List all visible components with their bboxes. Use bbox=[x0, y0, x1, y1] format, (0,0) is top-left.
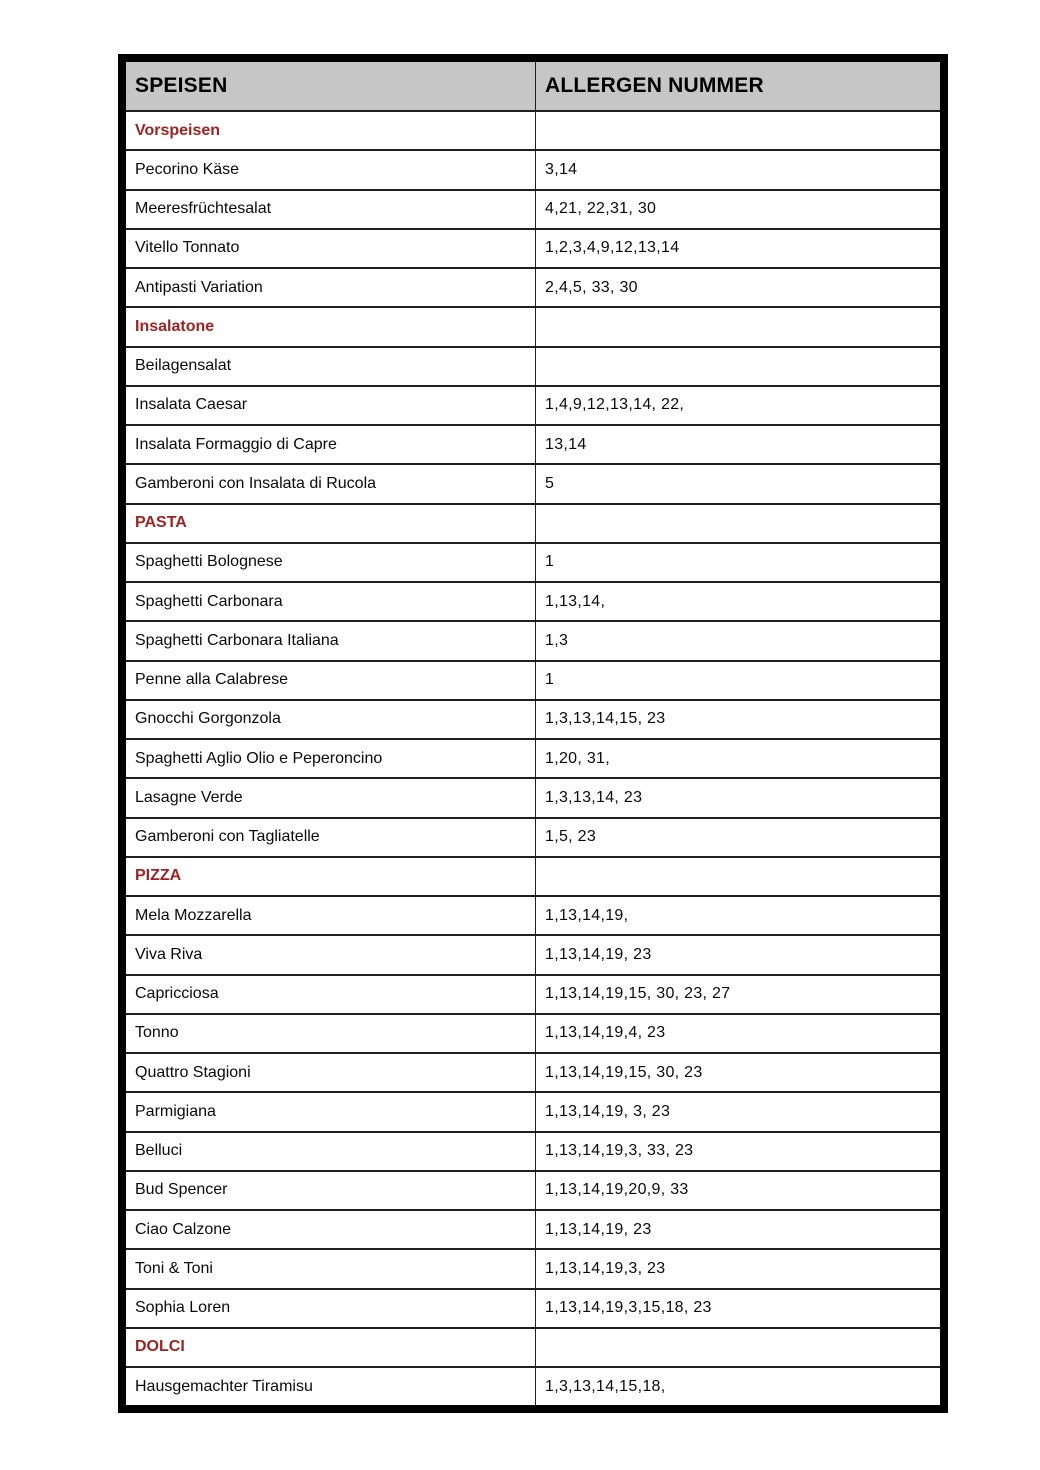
allergen-numbers-cell: 1,13,14,19,4, 23 bbox=[545, 1024, 666, 1042]
table-row bbox=[126, 230, 940, 269]
allergen-numbers-cell bbox=[536, 112, 940, 149]
dish-name-cell: Spaghetti Carbonara Italiana bbox=[126, 622, 536, 659]
allergen-numbers-cell: 1,13,14,19,3,15,18, 23 bbox=[545, 1299, 712, 1317]
dish-name-cell: Belluci bbox=[126, 1133, 536, 1170]
dish-name-cell: Gnocchi Gorgonzola bbox=[126, 701, 536, 738]
allergen-numbers-cell: 1,3,13,14, 23 bbox=[545, 788, 643, 806]
allergen-numbers-cell bbox=[536, 858, 940, 895]
allergen-numbers-cell: 1,13,14,19, 3, 23 bbox=[545, 1102, 671, 1120]
header-allergen-nummer: ALLERGEN NUMMER bbox=[545, 74, 764, 97]
allergen-numbers-cell: 5 bbox=[545, 474, 555, 492]
table-row bbox=[126, 387, 940, 426]
dish-name-cell: Spaghetti Aglio Olio e Peperoncino bbox=[126, 740, 536, 777]
allergen-numbers-cell bbox=[536, 505, 940, 542]
table-row bbox=[126, 426, 940, 465]
table-body bbox=[126, 112, 940, 1405]
table-row bbox=[126, 1290, 940, 1329]
allergen-numbers-cell bbox=[536, 308, 940, 345]
allergen-numbers-cell: 1,13,14,19, bbox=[545, 906, 629, 924]
table-row bbox=[126, 1329, 940, 1368]
table-row bbox=[126, 897, 940, 936]
table-row bbox=[126, 936, 940, 975]
dish-name-cell: PIZZA bbox=[126, 858, 536, 895]
table-row bbox=[126, 976, 940, 1015]
dish-name-cell: Insalata Formaggio di Capre bbox=[126, 426, 536, 463]
dish-name-cell: DOLCI bbox=[126, 1329, 536, 1366]
table-row bbox=[126, 1250, 940, 1289]
allergen-numbers-cell: 1,20, 31, bbox=[545, 749, 610, 767]
dish-name-cell: Bud Spencer bbox=[126, 1172, 536, 1209]
dish-name-cell: Insalata Caesar bbox=[126, 387, 536, 424]
allergen-numbers-cell: 4,21, 22,31, 30 bbox=[545, 200, 657, 218]
dish-name-cell: Mela Mozzarella bbox=[126, 897, 536, 934]
allergen-numbers-cell: 13,14 bbox=[545, 435, 587, 453]
dish-name-cell: Parmigiana bbox=[126, 1093, 536, 1130]
table-row bbox=[126, 1015, 940, 1054]
allergen-numbers-cell: 1,13,14,19,15, 30, 23, 27 bbox=[545, 985, 731, 1003]
table-row bbox=[126, 505, 940, 544]
allergen-numbers-cell: 1,13,14,19, 23 bbox=[545, 945, 652, 963]
dish-name-cell: Vitello Tonnato bbox=[126, 230, 536, 267]
dish-name-cell: Beilagensalat bbox=[126, 348, 536, 385]
table-row bbox=[126, 191, 940, 230]
allergen-numbers-cell: 2,4,5, 33, 30 bbox=[545, 278, 638, 296]
table-row bbox=[126, 701, 940, 740]
dish-name-cell: Spaghetti Bolognese bbox=[126, 544, 536, 581]
dish-name-cell: Gamberoni con Insalata di Rucola bbox=[126, 465, 536, 502]
table-row bbox=[126, 112, 940, 151]
dish-name-cell: Tonno bbox=[126, 1015, 536, 1052]
allergen-numbers-cell: 1,3,13,14,15,18, bbox=[545, 1377, 666, 1395]
allergen-numbers-cell: 1,13,14,19,3, 33, 23 bbox=[545, 1142, 694, 1160]
dish-name-cell: Spaghetti Carbonara bbox=[126, 583, 536, 620]
table-row bbox=[126, 348, 940, 387]
dish-name-cell: Gamberoni con Tagliatelle bbox=[126, 819, 536, 856]
table-header bbox=[126, 62, 940, 112]
table-row bbox=[126, 819, 940, 858]
table-row bbox=[126, 740, 940, 779]
table-row bbox=[126, 1054, 940, 1093]
table-row bbox=[126, 779, 940, 818]
table-row bbox=[126, 151, 940, 190]
dish-name-cell: Quattro Stagioni bbox=[126, 1054, 536, 1091]
dish-name-cell: Vorspeisen bbox=[126, 112, 536, 149]
dish-name-cell: Viva Riva bbox=[126, 936, 536, 973]
allergen-numbers-cell: 1,4,9,12,13,14, 22, bbox=[545, 396, 685, 414]
table-row bbox=[126, 465, 940, 504]
table-row bbox=[126, 1133, 940, 1172]
table-row bbox=[126, 583, 940, 622]
allergen-numbers-cell: 1,13,14,19, 23 bbox=[545, 1220, 652, 1238]
allergen-numbers-cell: 1,3,13,14,15, 23 bbox=[545, 710, 666, 728]
dish-name-cell: PASTA bbox=[126, 505, 536, 542]
dish-name-cell: Ciao Calzone bbox=[126, 1211, 536, 1248]
table-row bbox=[126, 544, 940, 583]
allergen-numbers-cell: 1,13,14, bbox=[545, 592, 606, 610]
allergen-numbers-cell: 1 bbox=[545, 553, 555, 571]
allergen-numbers-cell: 1,2,3,4,9,12,13,14 bbox=[545, 239, 680, 257]
dish-name-cell: Capricciosa bbox=[126, 976, 536, 1013]
allergen-numbers-cell: 1 bbox=[545, 671, 555, 689]
dish-name-cell: Sophia Loren bbox=[126, 1290, 536, 1327]
table-row bbox=[126, 1368, 940, 1405]
header-speisen: SPEISEN bbox=[126, 62, 536, 110]
dish-name-cell: Insalatone bbox=[126, 308, 536, 345]
dish-name-cell: Meeresfrüchtesalat bbox=[126, 191, 536, 228]
allergen-numbers-cell bbox=[536, 1329, 940, 1366]
allergen-numbers-cell bbox=[536, 348, 940, 385]
allergen-menu-table bbox=[118, 54, 948, 1413]
table-row bbox=[126, 269, 940, 308]
table-row bbox=[126, 1093, 940, 1132]
allergen-numbers-cell: 3,14 bbox=[545, 160, 578, 178]
dish-name-cell: Antipasti Variation bbox=[126, 269, 536, 306]
table-row bbox=[126, 858, 940, 897]
dish-name-cell: Pecorino Käse bbox=[126, 151, 536, 188]
allergen-numbers-cell: 1,5, 23 bbox=[545, 828, 597, 846]
dish-name-cell: Toni & Toni bbox=[126, 1250, 536, 1287]
table-row bbox=[126, 308, 940, 347]
table-row bbox=[126, 1211, 940, 1250]
table-row bbox=[126, 662, 940, 701]
table-row bbox=[126, 622, 940, 661]
dish-name-cell: Lasagne Verde bbox=[126, 779, 536, 816]
allergen-numbers-cell: 1,13,14,19,15, 30, 23 bbox=[545, 1063, 703, 1081]
allergen-numbers-cell: 1,3 bbox=[545, 631, 569, 649]
dish-name-cell: Penne alla Calabrese bbox=[126, 662, 536, 699]
dish-name-cell: Hausgemachter Tiramisu bbox=[126, 1368, 536, 1405]
allergen-numbers-cell: 1,13,14,19,3, 23 bbox=[545, 1259, 666, 1277]
table-row bbox=[126, 1172, 940, 1211]
allergen-numbers-cell: 1,13,14,19,20,9, 33 bbox=[545, 1181, 689, 1199]
